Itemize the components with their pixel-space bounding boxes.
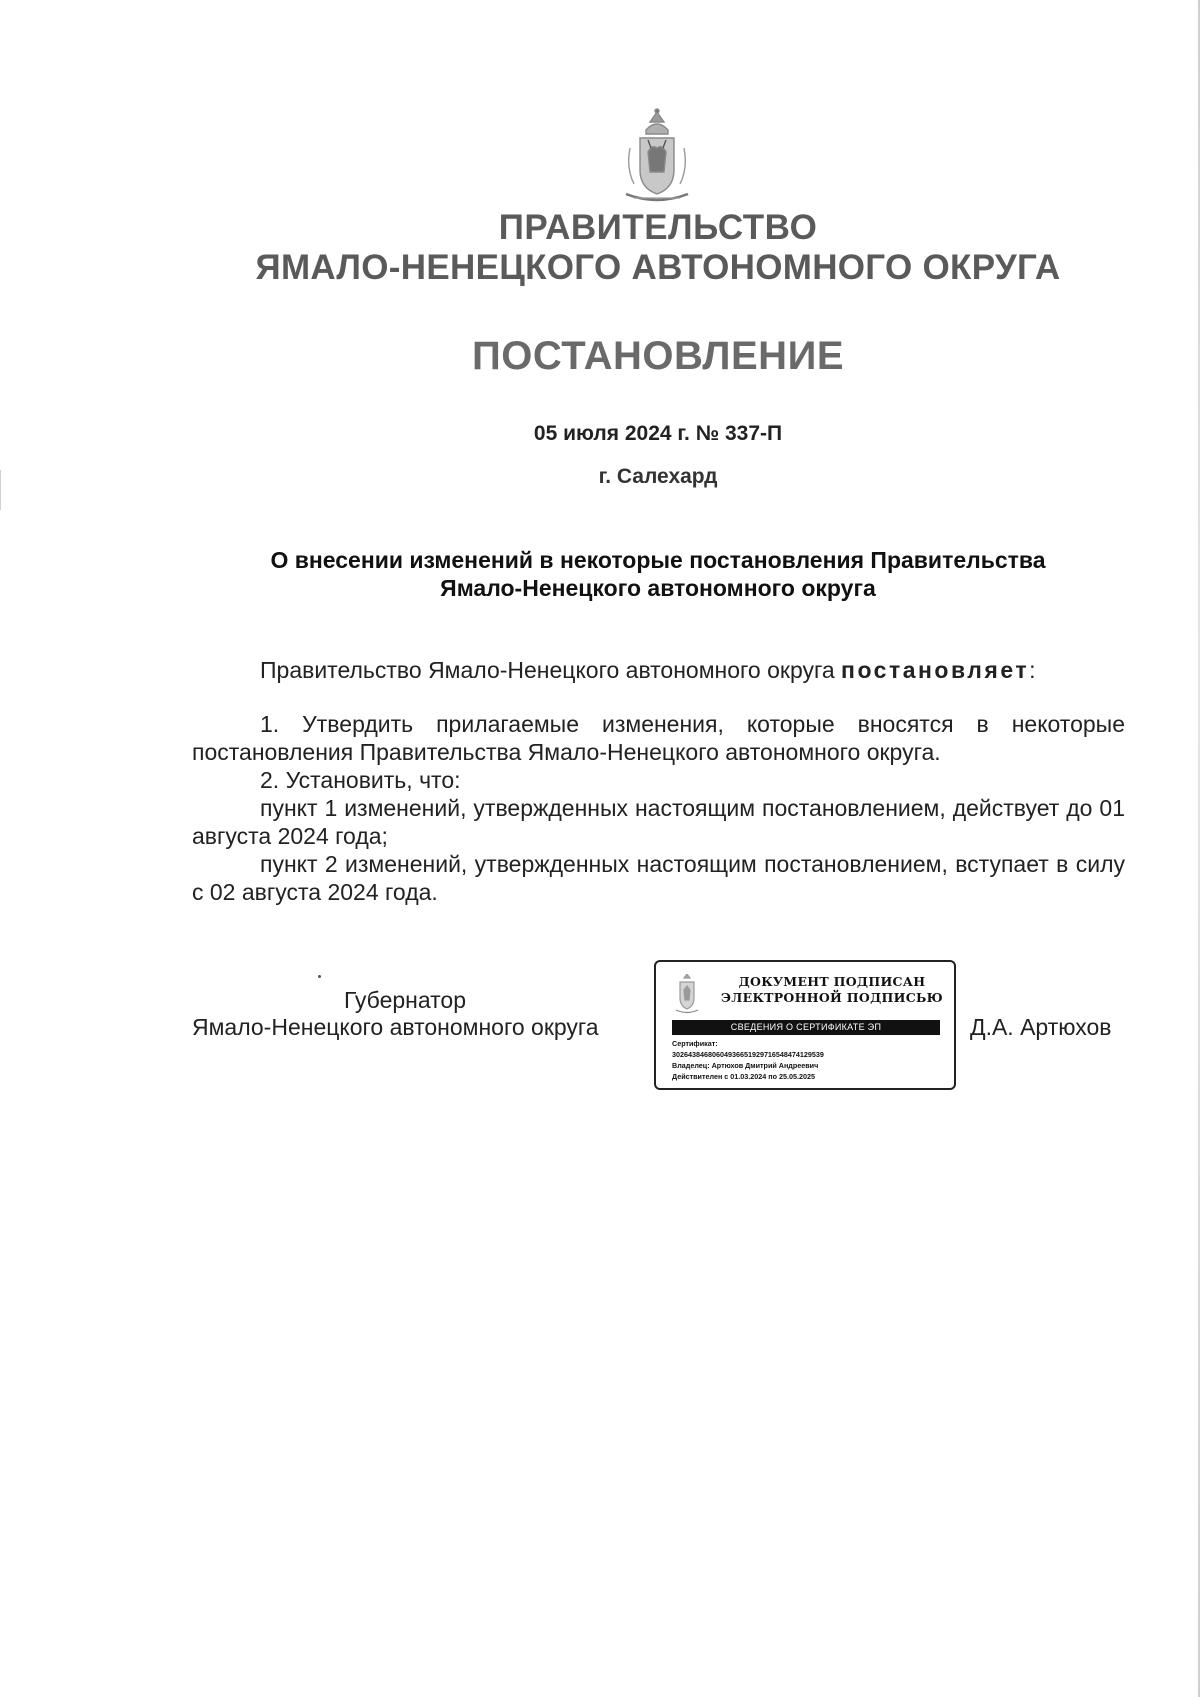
certificate-number: 302643846806049366519297165484741295​39 [672, 1050, 824, 1059]
document-type-title: ПОСТАНОВЛЕНИЕ [471, 334, 844, 378]
date-and-number: 05 июля 2024 г. № 337-П [533, 422, 783, 445]
signatory-position-line-1: Губернатор [344, 987, 467, 1013]
item-1-paragraph: 1. Утвердить прилагаемые изменения, которые вносятся в некоторые постановления Правительства Ямало-Ненецкого автономного округа. [192, 711, 1125, 765]
government-title-line-2: ЯМАЛО-НЕНЕЦКОГО АВТОНОМНОГО ОКРУГА [255, 248, 1061, 287]
subject-line-2: Ямало-Ненецкого автономного округа [440, 575, 876, 601]
subitem-2-paragraph: пункт 2 изменений, утвержденных настоящим постановлением, вступает в силу с 02 августа 2024 года. [192, 851, 1125, 905]
certificate-label: Сертификат: [672, 1039, 718, 1048]
preamble-paragraph [192, 656, 1125, 684]
item-2-paragraph: 2. Установить, что: [260, 767, 461, 793]
stamp-title-line-2: ЭЛЕКТРОННОЙ ПОДПИСЬЮ [721, 990, 943, 1005]
subitem-1-paragraph: пункт 1 изменений, утвержденных настоящим постановлением, действует до 01 августа 2024 года; [192, 795, 1125, 849]
certificate-details [672, 1038, 942, 1082]
stamp-emblem-icon [674, 974, 700, 1014]
certificate-info-bar: СВЕДЕНИЯ О СЕРТИФИКАТЕ ЭП [672, 1020, 940, 1035]
scan-edge-mark [0, 470, 1, 510]
certificate-owner: Владелец: Артюхов Дмитрий Андреевич [672, 1061, 819, 1070]
stamp-title-line-1: ДОКУМЕНТ ПОДПИСАН [738, 974, 926, 989]
signatory-position-line-2: Ямало-Ненецкого автономного округа [192, 1014, 599, 1040]
stamp-title [714, 974, 950, 1006]
preamble-text: Правительство Ямало-Ненецкого автономного округа [260, 657, 842, 683]
signatory-name: Д.А. Артюхов [970, 1014, 1112, 1040]
speck-mark [318, 975, 321, 978]
government-title-line-1: ПРАВИТЕЛЬСТВО [498, 208, 818, 247]
coat-of-arms-icon [620, 108, 694, 208]
preamble-end: : [1029, 657, 1036, 683]
certificate-validity: Действителен с 01.03.2024 по 25.05.2025 [672, 1072, 815, 1081]
city: г. Салехард [598, 465, 718, 488]
preamble-emphasis: постановляет [841, 657, 1030, 683]
electronic-signature-stamp [654, 960, 956, 1090]
subject-line-1: О внесении изменений в некоторые постановления Правительства [270, 547, 1046, 573]
